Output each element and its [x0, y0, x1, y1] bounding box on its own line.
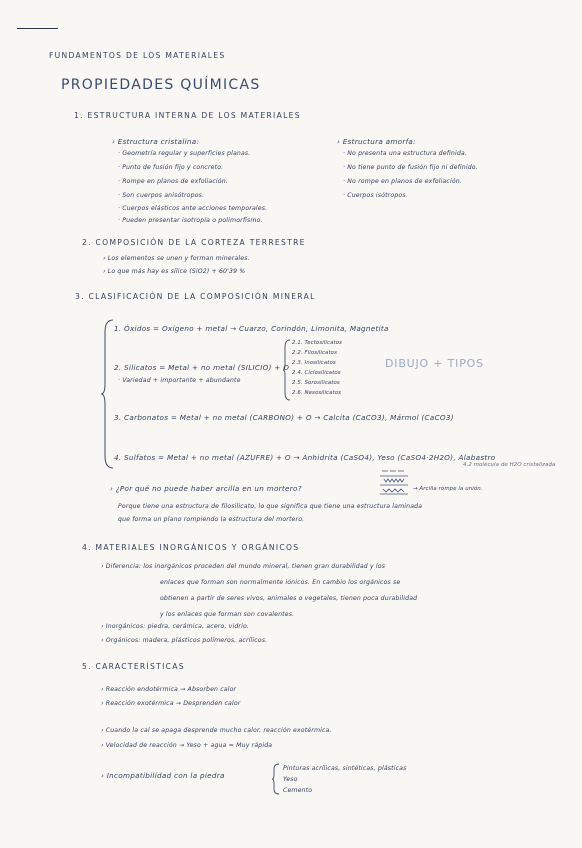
sulfatos-annotation: 4.2 molécula de H2O cristalizada	[463, 462, 556, 468]
crystal-item: · Cuerpos elásticos ante acciones temporales.	[118, 205, 268, 212]
mortar-question: › ¿Por qué no puede haber arcilla en un mortero?	[110, 484, 302, 493]
classification-brace	[101, 318, 115, 470]
section-2-item: › Lo que más hay es sílice (SiO2) + 60'39 %	[103, 268, 246, 275]
silicatos-line: 2. Silicatos = Metal + no metal (SILICIO) + O	[114, 363, 290, 372]
section-2-heading: 2. COMPOSICIÓN DE LA CORTEZA TERRESTRE	[82, 238, 306, 247]
incompatible-material: Yeso	[283, 776, 298, 783]
amorph-item: · No tiene punto de fusión fijo ni definido.	[343, 164, 478, 171]
section-2-item: › Los elementos se unen y forman minerales.	[103, 255, 250, 262]
crystal-item: · Pueden presentar isotropía o polimorfismo.	[118, 217, 263, 224]
section-1-heading: 1. ESTRUCTURA INTERNA DE LOS MATERIALES	[74, 111, 301, 120]
crystal-item: · Punto de fusión fijo y concreto.	[118, 164, 224, 171]
crystal-item: · Son cuerpos anisótropos.	[118, 192, 205, 199]
oxidos-line: 1. Óxidos = Oxígeno + metal → Cuarzo, Corindón, Limonita, Magnetita	[114, 324, 389, 333]
silicatos-note: · Variedad + importante + abundante	[118, 377, 241, 384]
difference-line: enlaces que forman son normalmente iónicos. En cambio los orgánicos se	[160, 579, 401, 586]
silicate-subtype: 2.2. Filosilicatos	[292, 350, 337, 356]
incompatibility-line: › Incompatibilidad con la piedra	[101, 771, 225, 780]
characteristic-item: › Reacción exotérmica → Desprenden calor	[101, 700, 241, 707]
drawing-note: DIBUJO + TIPOS	[385, 357, 484, 370]
silicate-subtype: 2.5. Sorosilicatos	[292, 380, 340, 386]
silicate-subtype: 2.1. Tectosilicatos	[292, 340, 343, 346]
amorph-item: · No rompe en planos de exfoliación.	[343, 178, 462, 185]
amorph-item: · No presenta una estructura definida.	[343, 150, 467, 157]
organic-examples: › Orgánicos: madera, plásticos polímeros, acrílicos.	[101, 637, 268, 644]
section-5-heading: 5. CARACTERÍSTICAS	[82, 662, 185, 671]
incompatible-material: Pinturas acrílicas, sintéticas, plásticas	[283, 765, 407, 772]
characteristic-item: › Reacción endotérmica → Absorben calor	[101, 686, 237, 693]
silicate-subtype: 2.6. Nesosilicatos	[292, 390, 342, 396]
incompatible-material: Cemento	[283, 787, 313, 794]
silicate-brace	[283, 339, 291, 401]
mortar-answer-line: que forma un plano rompiendo la estructura del mortero.	[118, 516, 305, 523]
crystal-title: › Estructura cristalina:	[112, 137, 200, 146]
amorph-title: › Estructura amorfa:	[337, 137, 416, 146]
difference-line: › Diferencia: los inorgánicos proceden del mundo mineral, tienen gran durabilidad y los	[101, 563, 386, 570]
page-title: PROPIEDADES QUÍMICAS	[61, 77, 261, 93]
characteristic-item: › Cuando la cal se apaga desprende mucho calor, reacción exotérmica.	[101, 727, 332, 734]
mortar-answer-line: Porque tiene una estructura de filosilicato, lo que significa que tiene una estructura laminada	[118, 503, 423, 510]
silicate-subtype: 2.4. Ciclosilicatos	[292, 370, 341, 376]
inorganic-examples: › Inorgánicos: piedra, cerámica, acero, vidrio.	[101, 623, 250, 630]
silicate-subtype: 2.3. Inosilicatos	[292, 360, 336, 366]
top-left-rule	[17, 28, 58, 29]
laminar-structure-sketch	[376, 468, 412, 496]
carbonatos-line: 3. Carbonatos = Metal + no metal (CARBONO) + O → Calcita (CaCO3), Mármol (CaCO3)	[114, 413, 454, 422]
incompatibility-brace	[272, 763, 280, 795]
crystal-item: · Rompe en planos de exfoliación.	[118, 178, 228, 185]
difference-line: y los enlaces que forman son covalentes.	[160, 611, 295, 618]
amorph-item: · Cuerpos isótropos.	[343, 192, 408, 199]
characteristic-item: › Velocidad de reacción → Yeso + agua = Muy rápida	[101, 742, 273, 749]
section-4-heading: 4. MATERIALES INORGÁNICOS Y ORGÁNICOS	[82, 543, 300, 552]
crystal-item: · Geometría regular y superficies planas.	[118, 150, 251, 157]
difference-line: obtienen a partir de seres vivos, animales o vegetales, tienen poca durabilidad	[160, 595, 418, 602]
sulfatos-line: 4. Sulfatos = Metal + no metal (AZUFRE) + O → Anhidrita (CaSO4), Yeso (CaSO4·2H2O), Alabastro	[114, 453, 496, 462]
document-header: FUNDAMENTOS DE LOS MATERIALES	[49, 51, 226, 60]
section-3-heading: 3. CLASIFICACIÓN DE LA COMPOSICIÓN MINERAL	[75, 292, 316, 301]
mortar-arrow-note: → Arcilla rompe la unión.	[413, 486, 483, 492]
